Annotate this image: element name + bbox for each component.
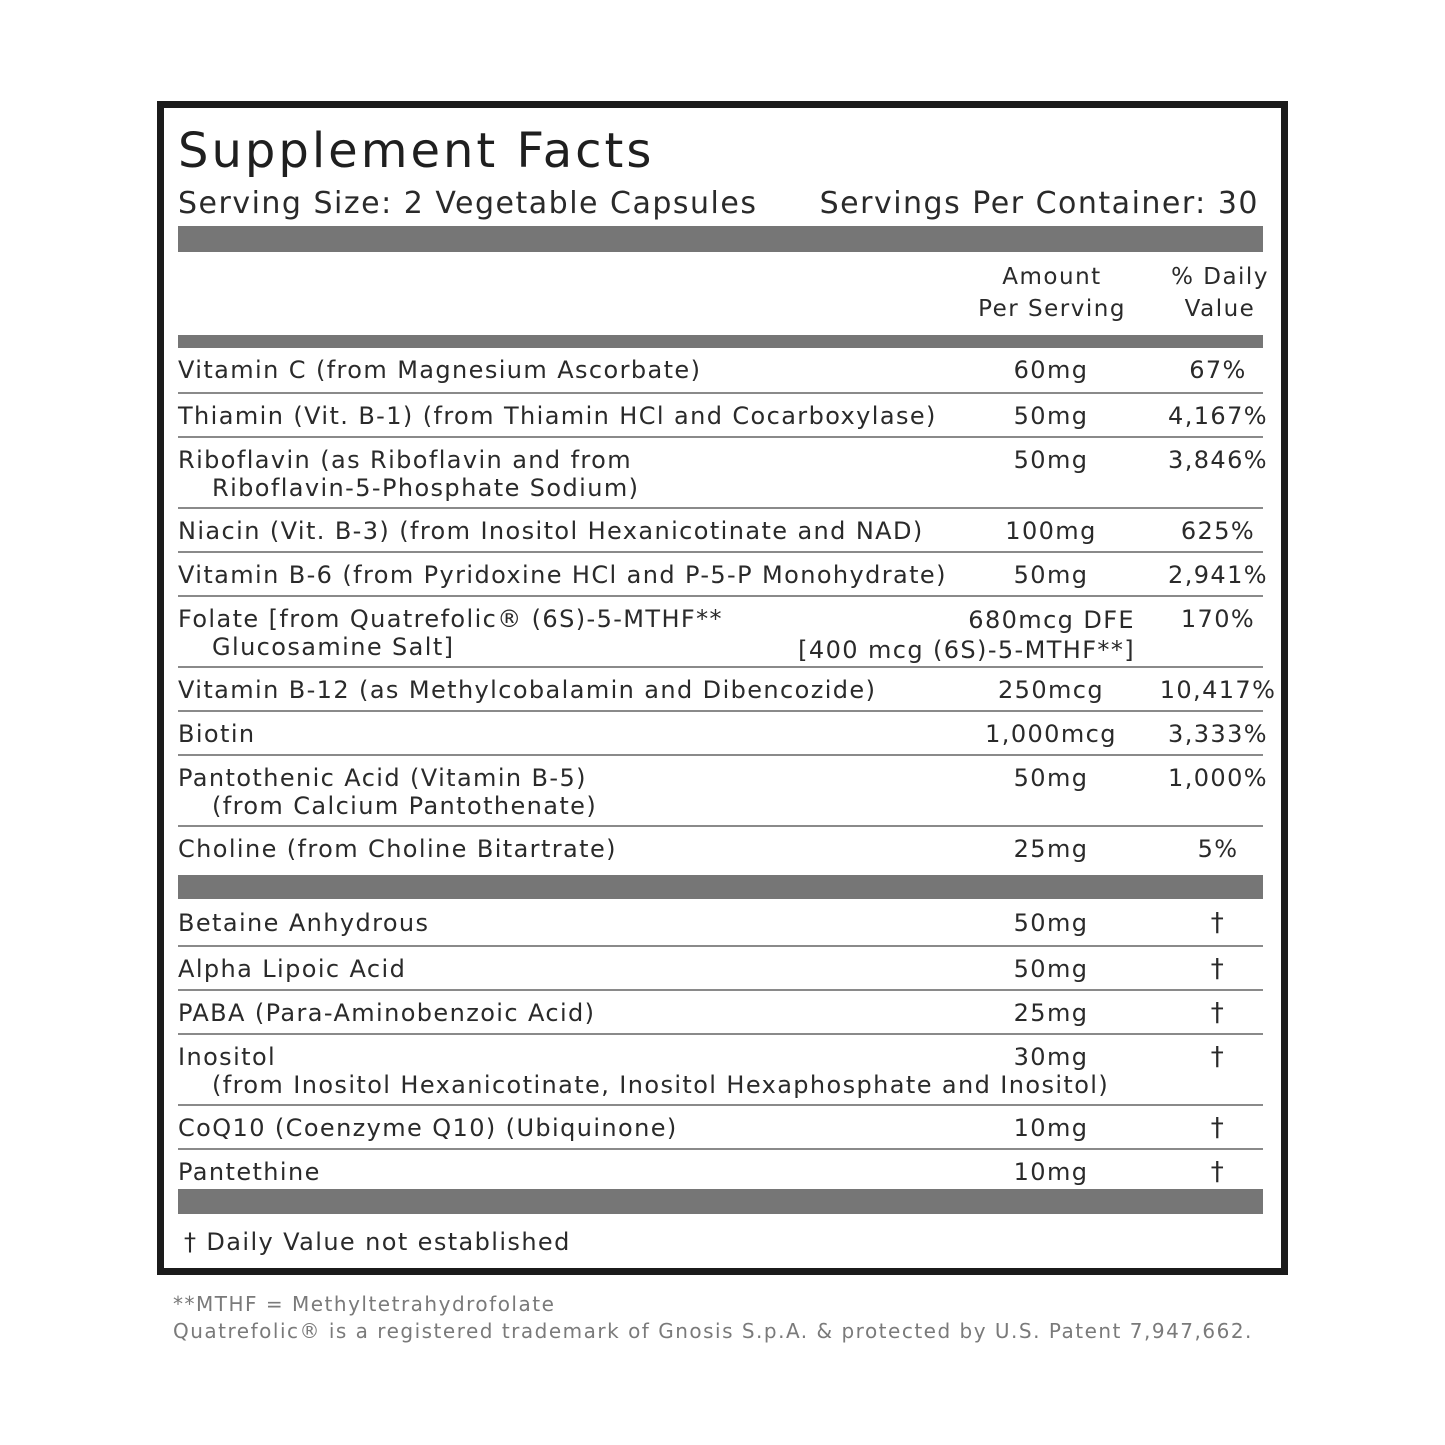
dv-header-line1: % Daily	[1171, 264, 1269, 290]
thick-divider-top	[178, 226, 1263, 252]
thick-divider-bottom	[178, 1189, 1263, 1214]
ingredient-row	[178, 1150, 1263, 1192]
ingredient-name: PABA (Para-Aminobenzoic Acid)	[178, 999, 596, 1027]
nutrient-amount: 50mg	[1013, 446, 1089, 474]
nutrient-dv: 10,417%	[1159, 676, 1277, 704]
nutrient-name: Vitamin B-12 (as Methylcobalamin and Dibencozide)	[178, 676, 877, 704]
panel-title: Supplement Facts	[178, 123, 655, 179]
ingredient-amount: 10mg	[1013, 1114, 1089, 1142]
ingredient-name-line1: Inositol	[178, 1043, 277, 1071]
nutrient-dv: 5%	[1197, 835, 1239, 863]
nutrient-name	[178, 605, 723, 661]
serving-size: Serving Size: 2 Vegetable Capsules	[178, 186, 758, 221]
nutrient-name-line2: Riboflavin-5-Phosphate Sodium)	[212, 474, 640, 502]
ingredient-name-line2: (from Inositol Hexanicotinate, Inositol Hexaphosphate and Inositol)	[212, 1071, 1110, 1099]
nutrient-dv: 67%	[1189, 356, 1247, 384]
nutrient-amount: 100mg	[1005, 517, 1097, 545]
ingredient-name: Betaine Anhydrous	[178, 909, 430, 937]
nutrient-name: Vitamin C (from Magnesium Ascorbate)	[178, 356, 702, 384]
nutrient-name: Niacin (Vit. B-3) (from Inositol Hexanicotinate and NAD)	[178, 517, 924, 545]
nutrient-dv: 625%	[1180, 517, 1256, 545]
nutrient-amount	[798, 605, 1135, 665]
nutrient-name: Vitamin B-6 (from Pyridoxine HCl and P-5-P Monohydrate)	[178, 561, 947, 589]
ingredient-name: Pantethine	[178, 1158, 321, 1186]
nutrient-row	[178, 756, 1268, 827]
trademark-note: Quatrefolic® is a registered trademark of Gnosis S.p.A. & protected by U.S. Patent 7,947,662.	[173, 1319, 1253, 1343]
thick-divider-middle	[178, 875, 1263, 899]
ingredient-amount: 50mg	[1013, 909, 1089, 937]
nutrient-row	[178, 348, 1263, 394]
nutrient-amount: 50mg	[1013, 402, 1089, 430]
nutrient-row-folate	[178, 597, 1263, 668]
ingredient-amount: 25mg	[1013, 999, 1089, 1027]
nutrient-name-line1: Riboflavin (as Riboflavin and from	[178, 446, 633, 474]
nutrient-amount: 1,000mcg	[985, 720, 1117, 748]
ingredient-name: CoQ10 (Coenzyme Q10) (Ubiquinone)	[178, 1114, 678, 1142]
dagger-symbol: †	[1210, 1042, 1226, 1072]
nutrient-name: Choline (from Choline Bitartrate)	[178, 835, 617, 863]
folate-amount-dfe: 680mcg DFE	[968, 606, 1135, 634]
nutrient-amount: 250mcg	[997, 676, 1105, 704]
ingredient-amount: 30mg	[1013, 1043, 1089, 1071]
nutrient-row	[178, 509, 1263, 553]
daily-value-header	[1140, 261, 1300, 325]
nutrient-amount: 25mg	[1013, 835, 1089, 863]
ingredient-row	[178, 991, 1263, 1035]
nutrient-name-line1: Pantothenic Acid (Vitamin B-5)	[178, 764, 587, 792]
nutrient-amount: 50mg	[1013, 764, 1089, 792]
dagger-symbol: †	[1210, 1113, 1226, 1143]
amount-header-line1: Amount	[1002, 264, 1102, 290]
nutrient-dv: 3,333%	[1168, 720, 1268, 748]
divider-header	[178, 335, 1263, 348]
nutrient-row	[178, 438, 1268, 509]
nutrient-dv: 1,000%	[1168, 764, 1268, 792]
dagger-symbol: †	[1210, 954, 1226, 984]
ingredient-row	[178, 1106, 1263, 1150]
dv-header-line2: Value	[1184, 296, 1256, 322]
nutrient-row	[178, 394, 1268, 438]
nutrient-row	[178, 712, 1268, 756]
daily-value-footnote: † Daily Value not established	[184, 1228, 571, 1256]
nutrient-dv: 170%	[1180, 605, 1256, 633]
nutrient-amount: 50mg	[1013, 561, 1089, 589]
supplement-facts-panel	[157, 101, 1288, 1275]
nutrient-name: Biotin	[178, 720, 256, 748]
ingredient-row	[178, 901, 1263, 947]
nutrient-row	[178, 827, 1263, 873]
nutrient-dv: 2,941%	[1168, 561, 1268, 589]
nutrient-name	[178, 446, 639, 502]
mthf-note: **MTHF = Methyltetrahydrofolate	[173, 1292, 556, 1316]
nutrient-amount: 60mg	[1013, 356, 1089, 384]
nutrient-row	[178, 668, 1277, 712]
nutrient-name-line2: Glucosamine Salt]	[212, 633, 455, 661]
ingredient-row	[178, 947, 1263, 991]
ingredient-row	[178, 1035, 1263, 1106]
nutrient-name: Thiamin (Vit. B-1) (from Thiamin HCl and Cocarboxylase)	[178, 402, 937, 430]
nutrient-dv: 3,846%	[1168, 446, 1268, 474]
ingredient-amount: 10mg	[1013, 1158, 1089, 1186]
servings-per-container: Servings Per Container: 30	[819, 186, 1259, 221]
nutrient-name-line2: (from Calcium Pantothenate)	[212, 792, 598, 820]
nutrient-name-line1: Folate [from Quatrefolic® (6S)-5-MTHF**	[178, 605, 723, 633]
nutrient-name	[178, 764, 597, 820]
ingredient-amount: 50mg	[1013, 955, 1089, 983]
dagger-symbol: †	[1210, 908, 1226, 938]
dagger-symbol: †	[1210, 998, 1226, 1028]
folate-amount-mthf: [400 mcg (6S)-5-MTHF**]	[798, 636, 1135, 664]
nutrient-dv: 4,167%	[1168, 402, 1268, 430]
amount-header	[972, 261, 1132, 325]
ingredient-name: Alpha Lipoic Acid	[178, 955, 407, 983]
nutrient-row	[178, 553, 1268, 597]
ingredient-name	[178, 1043, 1109, 1099]
amount-header-line2: Per Serving	[978, 296, 1126, 322]
dagger-symbol: †	[1210, 1157, 1226, 1187]
